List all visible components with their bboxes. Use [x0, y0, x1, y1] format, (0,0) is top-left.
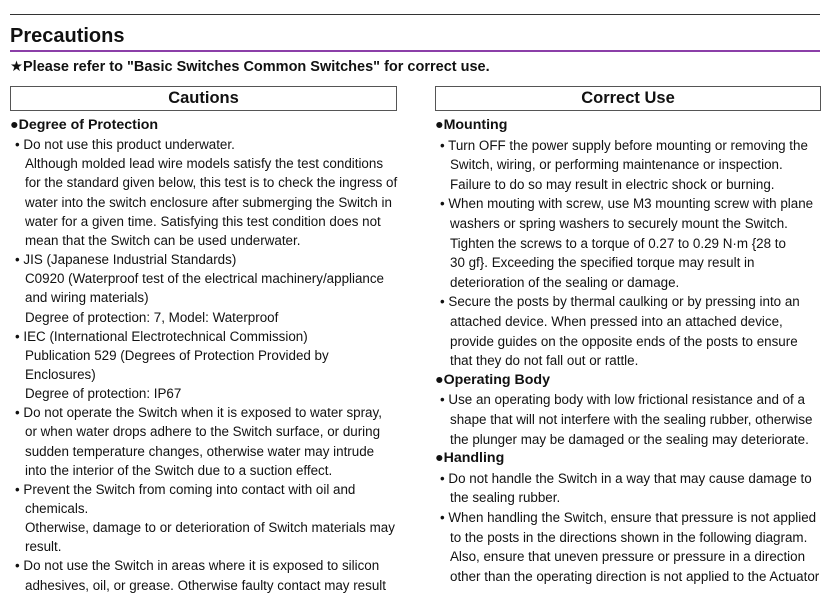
- bullet-line: • JIS (Japanese Industrial Standards): [15, 252, 237, 268]
- text-line: provide guides on the opposite ends of the posts to ensure: [450, 333, 798, 349]
- text-line: or when water drops adhere to the Switch surface, or during: [25, 424, 381, 440]
- bullet-line: • When mouting with screw, use M3 mounting screw with plane: [440, 196, 814, 212]
- text-line: Otherwise, damage to or deterioration of Switch materials may: [25, 520, 395, 536]
- reference-note: ★Please refer to "Basic Switches Common Switches" for correct use.: [10, 59, 490, 75]
- text-line: and wiring materials): [25, 290, 149, 306]
- text-line: for the standard given below, this test is to check the ingress of: [25, 175, 398, 191]
- text-line: Switch, wiring, or performing maintenance or inspection.: [450, 157, 783, 173]
- bullet-line: • Do not use the Switch in areas where it is exposed to silicon: [15, 558, 380, 574]
- text-line: mean that the Switch can be used underwater.: [25, 232, 301, 248]
- bullet-line: • Secure the posts by thermal caulking or by pressing into an: [440, 294, 800, 310]
- bullet-line: • Do not handle the Switch in a way that may cause damage to: [440, 470, 812, 486]
- text-line: deterioration of the sealing or damage.: [450, 274, 680, 290]
- bullet-line: • Prevent the Switch from coming into contact with oil and: [15, 481, 356, 497]
- text-line: Although molded lead wire models satisfy the test conditions: [25, 156, 384, 172]
- page-title: Precautions: [10, 25, 125, 47]
- text-line: water for a given time. Satisfying this test condition does not: [25, 213, 381, 229]
- text-line: result.: [25, 539, 62, 555]
- section-heading: ●Mounting: [435, 117, 508, 133]
- bullet-line: • When handling the Switch, ensure that pressure is not applied: [440, 510, 817, 525]
- text-line: washers or spring washers to securely mount the Switch.: [450, 216, 788, 231]
- text-line: Enclosures): [25, 366, 96, 382]
- section-heading: ●Degree of Protection: [10, 117, 159, 133]
- text-line: that they do not fall out or rattle.: [450, 353, 639, 369]
- text-line: adhesives, oil, or grease. Otherwise faulty contact may result: [25, 577, 386, 593]
- text-line: sudden temperature changes, otherwise water may intrude: [25, 443, 375, 459]
- text-line: other than the operating direction is not applied to the Actuator: [450, 568, 820, 584]
- text-line: attached device. When pressed into an attached device,: [450, 314, 783, 329]
- text-line: 30 gf}. Exceeding the specified torque may result in: [450, 255, 755, 271]
- text-line: the sealing rubber.: [450, 490, 561, 506]
- text-line: Degree of protection: 7, Model: Waterproof: [25, 309, 279, 325]
- section-heading: ●Operating Body: [435, 371, 550, 388]
- bullet-line: • IEC (International Electrotechnical Commission): [15, 328, 308, 344]
- bullet-line: • Do not operate the Switch when it is exposed to water spray,: [15, 405, 382, 421]
- text-line: chemicals.: [25, 501, 89, 516]
- text-line: Degree of protection: IP67: [25, 386, 182, 402]
- text-line: Also, ensure that uneven pressure or pressure in a direction: [450, 549, 806, 565]
- cautions-header: Cautions: [10, 86, 397, 111]
- text-line: water into the switch enclosure after submerging the Switch in: [25, 194, 392, 210]
- text-line: to the posts in the directions shown in the following diagram.: [450, 529, 808, 545]
- bullet-line: • Do not use this product underwater.: [15, 137, 235, 153]
- text-line: the plunger may be damaged or the sealing may deteriorate.: [450, 431, 809, 447]
- text-line: Failure to do so may result in electric shock or burning.: [450, 176, 775, 192]
- text-line: into the interior of the Switch due to a suction effect.: [25, 462, 333, 478]
- text-line: C0920 (Waterproof test of the electrical machinery/appliance: [25, 271, 384, 287]
- correct-use-header: Correct Use: [435, 86, 821, 111]
- bullet-line: • Turn OFF the power supply before mounting or removing the: [440, 137, 808, 153]
- bullet-line: • Use an operating body with low frictional resistance and of a: [440, 392, 805, 408]
- text-line: Tighten the screws to a torque of 0.27 to 0.29 N·m {28 to: [450, 235, 786, 251]
- section-heading: ●Handling: [435, 450, 505, 467]
- text-line: shape that will not interfere with the sealing rubber, otherwise: [450, 412, 813, 427]
- text-line: Publication 529 (Degrees of Protection Provided by: [25, 347, 329, 363]
